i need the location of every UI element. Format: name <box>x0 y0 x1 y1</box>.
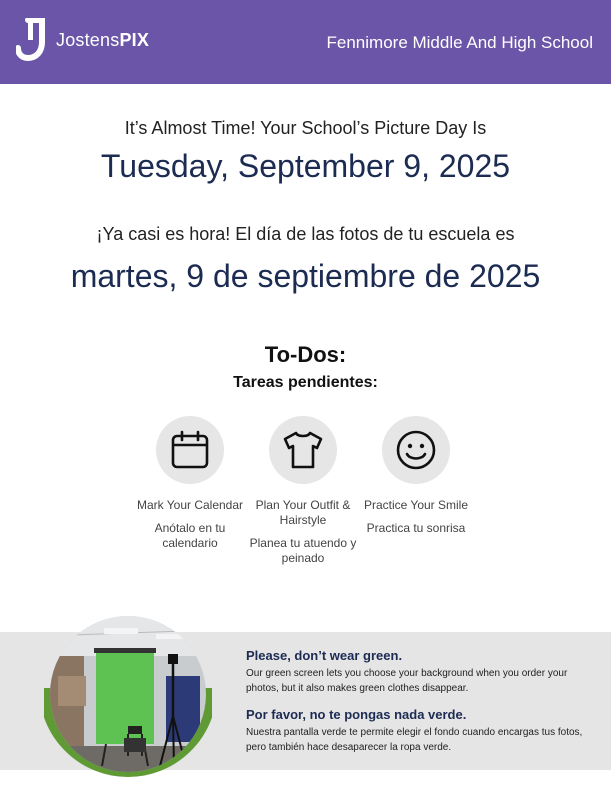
picture-day-date-en: Tuesday, September 9, 2025 <box>100 148 511 184</box>
smile-icon <box>382 416 450 484</box>
green-screen-photo <box>44 616 212 786</box>
todo-label-en: Plan Your Outfit & Hairstyle <box>255 498 351 527</box>
picture-day-heading-es: ¡Ya casi es hora! El día de las fotos de tu escuela es <box>96 224 515 244</box>
logo-wordmark: JostensPIX <box>56 29 150 50</box>
calendar-icon <box>156 416 224 484</box>
school-name: Fennimore Middle And High School <box>326 33 593 52</box>
tshirt-icon <box>269 416 337 484</box>
green-notice-body-es: Nuestra pantalla verde te permite elegir el fondo cuando encargas tus fotos, pero también hace desaparecer la ropa verde. <box>246 727 583 753</box>
todos-title: To-Dos: <box>264 342 347 367</box>
todo-label-es: Anótalo en tu calendario <box>154 521 226 550</box>
green-notice-title-en: Please, don’t wear green. <box>246 648 403 663</box>
header-bar <box>0 0 611 84</box>
todo-item-smile <box>361 416 471 536</box>
todos-subtitle: Tareas pendientes: <box>233 374 378 391</box>
jostens-pix-logo[interactable] <box>16 18 149 62</box>
jostens-logo-icon <box>16 18 50 62</box>
picture-day-heading-en: It’s Almost Time! Your School’s Picture Day Is <box>124 118 487 138</box>
todo-label-es: Planea tu atuendo y peinado <box>249 536 357 565</box>
picture-day-date-es: martes, 9 de septiembre de 2025 <box>70 258 541 294</box>
green-notice-body-en: Our green screen lets you choose your background when you order your photos, but it also makes green clothes disappear. <box>246 668 568 694</box>
green-notice-title-es: Por favor, no te pongas nada verde. <box>246 707 467 722</box>
todo-label-en: Practice Your Smile <box>363 498 469 512</box>
todo-item-outfit <box>248 416 358 566</box>
todo-label-en: Mark Your Calendar <box>136 498 244 512</box>
todo-label-es: Practica tu sonrisa <box>366 521 466 535</box>
todo-item-calendar <box>135 416 245 551</box>
